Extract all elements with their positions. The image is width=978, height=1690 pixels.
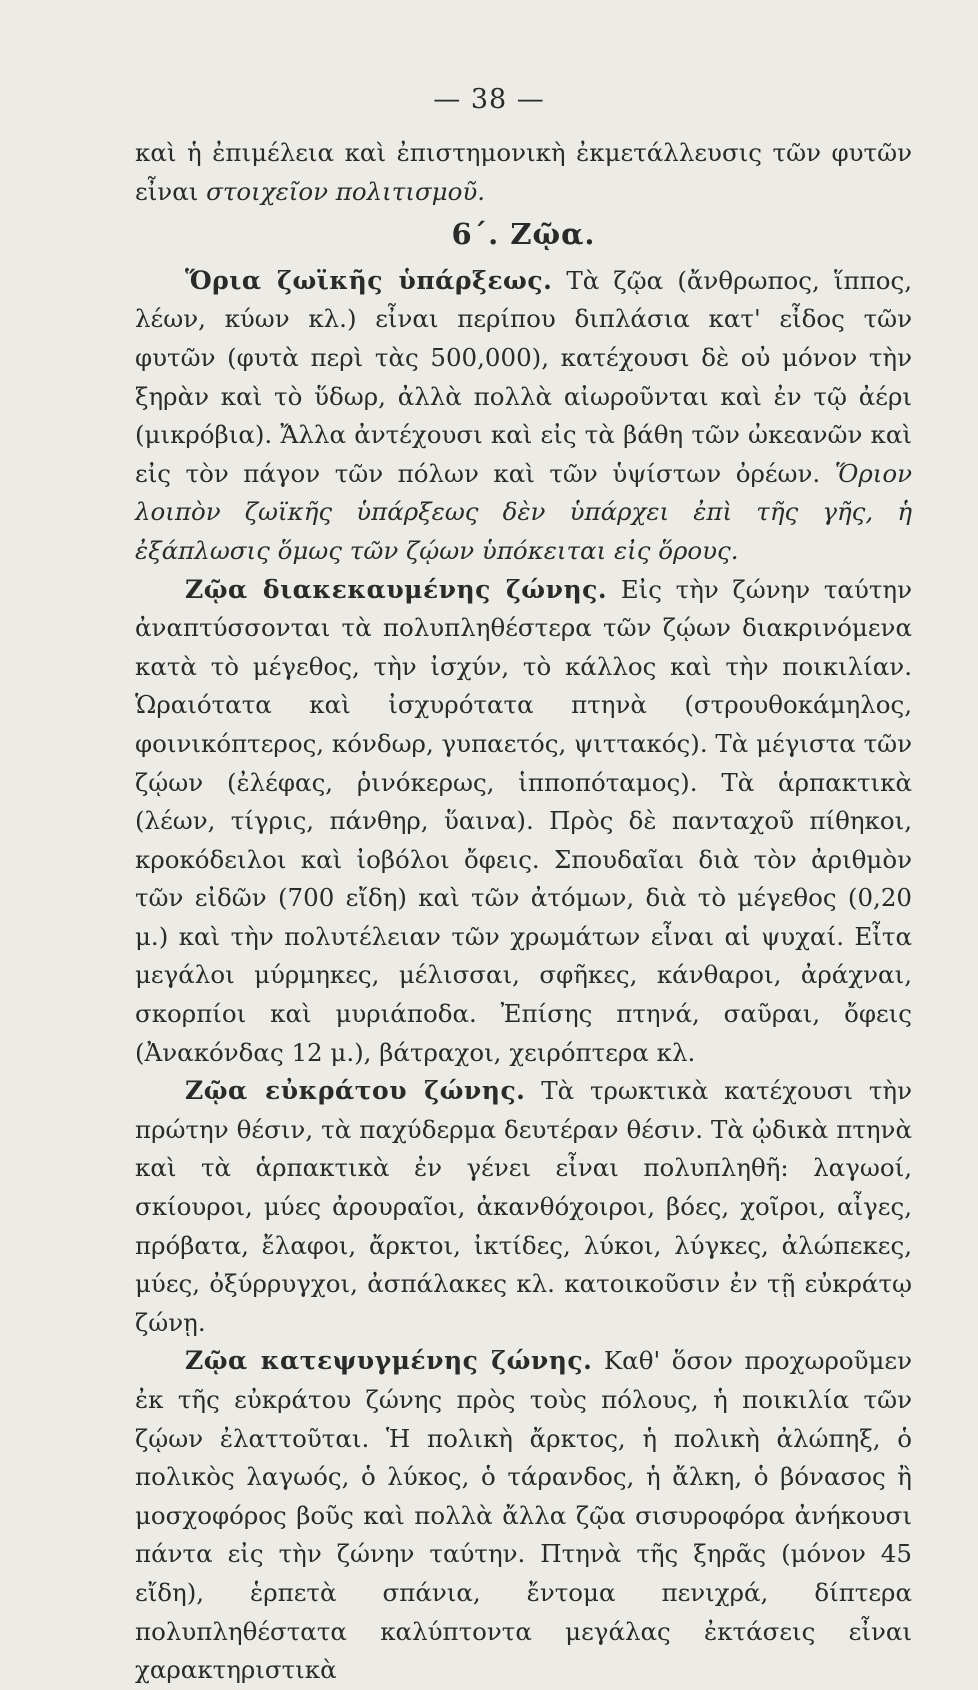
- paragraph-text: Εἰς τὴν ζώνην ταύτην ἀναπτύσσονται τὰ πολυπληθέστερα τῶν ζῴων διακρινόμενα κατὰ τὸ μέγεθος, τὴν ἰσχύν, τὸ κάλλος καὶ τὴν ποικιλίαν. Ὡραιότατα καὶ ἰσχυρότατα πτηνὰ (στρουθοκάμηλος, φοινικόπτερος, κόνδωρ, γυπαετός, ψιττακός). Τὰ μέγιστα τῶν ζῴων (ἐλέφας, ῥινόκερως, ἱπποπόταμος). Τὰ ἁρπακτικὰ (λέων, τίγρις, πάνθηρ, ὕαινα). Πρὸς δὲ πανταχοῦ πίθηκοι, κροκόδειλοι καὶ ἰοβόλοι ὄφεις. Σπουδαῖαι διὰ τὸν ἀριθμὸν τῶν εἰδῶν (700 εἴδη) καὶ τῶν ἀτόμων, διὰ τὸ μέγεθος (0,20 μ.) καὶ τὴν πολυτέλειαν τῶν χρωμάτων εἶναι αἱ ψυχαί. Εἶτα μεγάλοι μύρμηκες, μέλισσαι, σφῆκες, κάνθαροι, ἀράχναι, σκορπίοι καὶ μυριάποδα. Ἐπίσης πτηνά, σαῦραι, ὄφεις (Ἀνακόνδας 12 μ.), βάτραχοι, χειρόπτερα κλ.: [135, 574, 912, 1067]
- intro-line-1: καὶ ἡ ἐπιμέλεια καὶ ἐπιστημονικὴ ἐκμετάλλευσις τῶν φυτῶν εἶναι: [135, 138, 912, 206]
- paragraph-heading: Ζῷα διακεκαυμένης ζώνης.: [185, 574, 608, 604]
- paragraph-limits: [135, 262, 912, 571]
- paragraph-heading: Ὅρια ζωϊκῆς ὑπάρξεως.: [185, 265, 553, 295]
- paragraph-text: Τὰ τρωκτικὰ κατέχουσι τὴν πρώτην θέσιν, τὰ παχύδερμα δευτέραν θέσιν. Τὰ ᾠδικὰ πτηνὰ καὶ τὰ ἁρπακτικὰ ἐν γένει εἶναι πολυπληθῆ: λαγωοί, σκίουροι, μύες ἀρουραῖοι, ἀκανθόχοιροι, βόες, χοῖροι, αἶγες, πρόβατα, ἔλαφοι, ἄρκτοι, ἰκτίδες, λύκοι, λύγκες, ἀλώπεκες, μύες, ὀξύρρυγχοι, ἀσπάλακες κλ. κατοικοῦσιν ἐν τῇ εὐκράτῳ ζώνῃ.: [135, 1076, 912, 1337]
- page-body: [135, 134, 912, 1690]
- paragraph-heading: Ζῷα κατεψυγμένης ζώνης.: [185, 1346, 593, 1376]
- intro-paragraph: [135, 134, 912, 211]
- paragraph-italic-text: Ὅριον λοιπὸν ζωϊκῆς ὑπάρξεως δὲν ὑπάρχει ἐπὶ τῆς γῆς, ἡ ἐξάπλωσις ὅμως τῶν ζῴων ὑπόκειται εἰς ὅρους.: [135, 458, 912, 565]
- paragraph-temperate-zone: [135, 1072, 912, 1342]
- paragraph-text: Τὰ ζῷα (ἄνθρωπος, ἵππος, λέων, κύων κλ.) εἶναι περίπου διπλάσια κατ' εἶδος τῶν φυτῶν (φυτὰ περὶ τὰς 500,000), κατέχουσι δὲ οὐ μόνον τὴν ξηρὰν καὶ τὸ ὕδωρ, ἀλλὰ πολλὰ αἰωροῦνται καὶ ἐν τῷ ἀέρι (μικρόβια). Ἄλλα ἀντέχουσι καὶ εἰς τὰ βάθη τῶν ὠκεανῶν καὶ εἰς τὸν πάγον τῶν πόλων καὶ τῶν ὑψίστων ὀρέων.: [135, 265, 912, 488]
- section-title: 6΄. Ζῷα.: [451, 217, 596, 252]
- page-number: — 38 —: [433, 84, 545, 115]
- paragraph-frigid-zone: [135, 1342, 912, 1689]
- paragraph-text: Καθ' ὅσον προχωροῦμεν ἐκ τῆς εὐκράτου ζώνης πρὸς τοὺς πόλους, ἡ ποικιλία τῶν ζῴων ἐλαττοῦται. Ἡ πολικὴ ἄρκτος, ἡ πολικὴ ἀλώπηξ, ὁ πολικὸς λαγωός, ὁ λύκος, ὁ τάρανδος, ἡ ἄλκη, ὁ βόνασος ἢ μοσχοφόρος βοῦς καὶ πολλὰ ἄλλα ζῷα σισυροφόρα ἀνήκουσι πάντα εἰς τὴν ζώνην ταύτην. Πτηνὰ τῆς ξηρᾶς (μόνον 45 εἴδη), ἑρπετὰ σπάνια, ἔντομα πενιχρά, δίπτερα πολυπληθέστατα καλύπτοντα μεγάλας ἐκτάσεις εἶναι χαρακτηριστικὰ: [135, 1346, 912, 1685]
- paragraph-heading: Ζῷα εὐκράτου ζώνης.: [185, 1076, 526, 1106]
- paragraph-torrid-zone: [135, 571, 912, 1073]
- intro-line-2: στοιχεῖον πολιτισμοῦ.: [206, 176, 486, 206]
